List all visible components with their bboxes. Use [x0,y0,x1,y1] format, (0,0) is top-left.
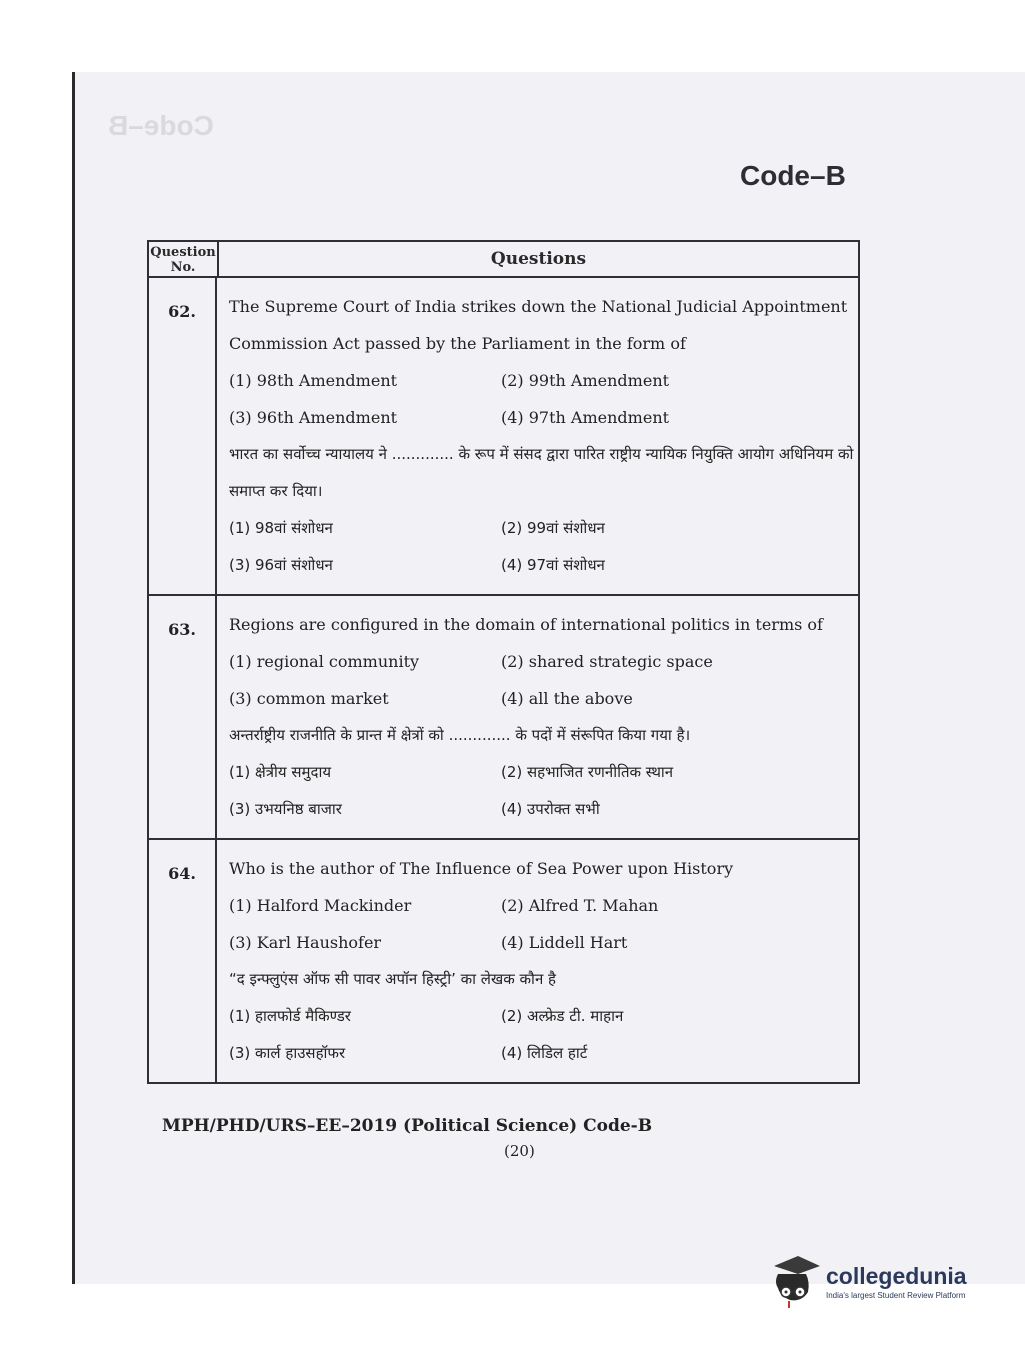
collegedunia-logo [768,1252,967,1310]
question-row [149,596,858,840]
option: (1) regional community [229,652,420,671]
option: (2) सहभाजित रणनीतिक स्थान [501,763,674,781]
options-en [229,362,858,436]
options-en [229,643,858,717]
logo-name: collegedunia [826,1262,967,1289]
header-question-no: Question No. [149,242,219,276]
code-header: Code–B [740,160,846,191]
option: (1) Halford Mackinder [229,896,412,915]
question-text-en: Who is the author of The Influence of Sea Power upon History [229,859,734,878]
question-body [217,596,858,838]
option: (4) उपरोक्त सभी [501,800,600,818]
option: (2) 99वां संशोधन [501,519,605,537]
mascot-icon [768,1252,822,1310]
question-text-hi: भारत का सर्वोच्च न्यायालय ने ............. के रूप में संसद द्वारा पारित राष्ट्रीय न्यायिक नियुक्ति आयोग अधिनियम को समाप्त कर दिया। [229,445,854,500]
header-questions: Questions [490,249,587,269]
questions-table [147,240,860,1084]
option: (3) 96th Amendment [229,408,398,427]
option: (2) Alfred T. Mahan [501,896,659,915]
option: (4) लिडिल हार्ट [501,1044,588,1062]
question-row [149,840,858,1082]
option: (3) common market [229,689,389,708]
option: (3) 96वां संशोधन [229,556,333,574]
question-number: 64. [149,840,217,1082]
question-text-hi: “द इन्फ्लुएंस ऑफ सी पावर अपॉन हिस्ट्री’ का लेखक कौन है [229,970,556,988]
options-hi [229,998,858,1072]
bleed-through-header: Code–B [108,110,214,141]
option: (2) shared strategic space [501,652,713,671]
option: (1) हालफोर्ड मैकिण्डर [229,1007,351,1025]
option: (1) 98वां संशोधन [229,519,333,537]
option: (2) 99th Amendment [501,371,670,390]
question-body [217,278,858,594]
question-number: 63. [149,596,217,838]
question-text-en: Regions are configured in the domain of international politics in terms of [229,615,823,634]
options-hi [229,754,858,828]
question-body [217,840,858,1082]
question-number: 62. [149,278,217,594]
option: (4) all the above [501,689,633,708]
option: (2) अल्फ्रेड टी. माहान [501,1007,624,1025]
option: (3) Karl Haushofer [229,933,382,952]
option: (4) 97th Amendment [501,408,670,427]
options-en [229,887,858,961]
option: (4) 97वां संशोधन [501,556,605,574]
option: (1) क्षेत्रीय समुदाय [229,763,332,781]
question-row [149,278,858,596]
option: (3) कार्ल हाउसहॉफर [229,1044,346,1062]
question-text-hi: अन्तर्राष्ट्रीय राजनीति के प्रान्त में क्षेत्रों को ............. के पदों में संरूपित किया गया है। [229,726,691,744]
table-header [149,242,858,278]
logo-tagline: India's largest Student Review Platform [826,1290,966,1300]
option: (4) Liddell Hart [501,933,628,952]
question-text-en: The Supreme Court of India strikes down the National Judicial Appointment Commission Act passed by the Parliament in the form of [229,297,848,353]
options-hi [229,510,858,584]
option: (1) 98th Amendment [229,371,398,390]
page-number: (20) [504,1142,535,1160]
paper-footer: MPH/PHD/URS–EE–2019 (Political Science) Code-B [162,1116,653,1136]
option: (3) उभयनिष्ठ बाजार [229,800,342,818]
